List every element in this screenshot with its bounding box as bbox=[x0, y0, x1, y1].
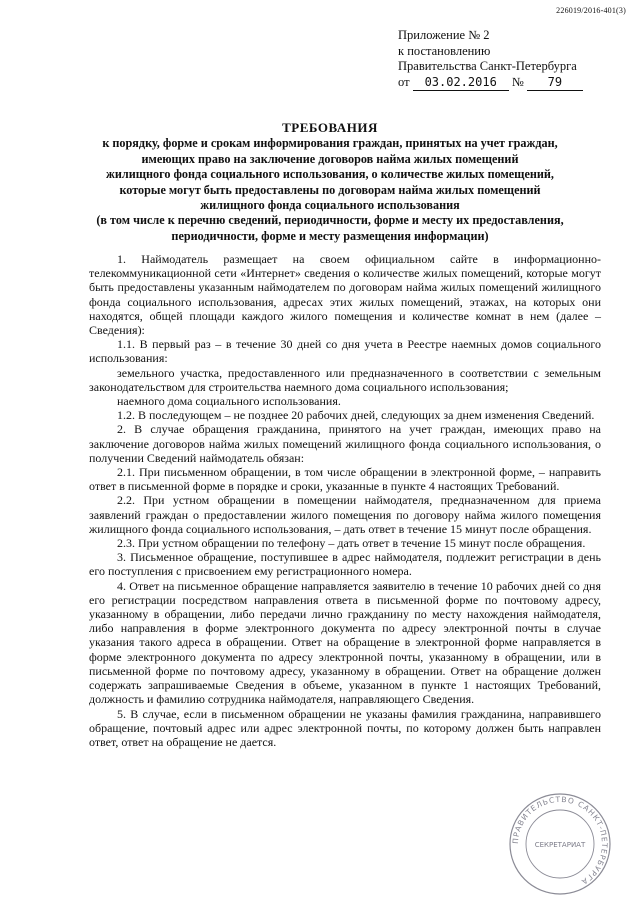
number-value: 79 bbox=[527, 75, 583, 92]
subtitle-line: которые могут быть предоставлены по договорам найма жилых помещений bbox=[119, 182, 541, 197]
paragraph: 2.2. При устном обращении в помещении наймодателя, предназначенном для приема заявлений граждан о предоставлении жилого помещения по договору найма жилого помещения жилищного фонда социального использования, – дать ответ в течение 15 минут после обращения. bbox=[89, 493, 601, 536]
paragraph: 4. Ответ на письменное обращение направляется заявителю в течение 10 рабочих дней со дня его регистрации посредством направления ответа в письменной форме по почтовому адресу, указанному в обращении, либо передачи лично гражданину по месту нахождения наймодателя, либо направления в форме электронного документа по адресу электронной почты в случае указания такого адреса в обращении. Ответ на обращение в электронной форме направляется в форме электронного документа по адресу электронной почты, указанному в обращении, или в письменной форме по почтовому адресу, указанному в обращении. Ответ на обращение должен содержать запрашиваемые Сведения в объеме, указанном в пункте 1 настоящих Требований, должность и фамилию сотрудника наймодателя, направляющего Сведения. bbox=[89, 578, 601, 707]
document-id: 226019/2016-401(3) bbox=[556, 6, 626, 15]
date-prefix: от bbox=[398, 74, 410, 89]
paragraph: наемного дома социального использования. bbox=[117, 394, 341, 409]
paragraph: 2.3. При устном обращении по телефону – дать ответ в течение 15 минут после обращения. bbox=[117, 536, 586, 551]
paragraph: 2.1. При письменном обращении, в том числе обращении в электронной форме, – направить ответ в письменной форме в порядке и сроки, указанные в пункте 4 настоящих Требований. bbox=[89, 465, 601, 494]
appendix-line: к постановлению bbox=[398, 43, 491, 58]
paragraph: 3. Письменное обращение, поступившее в адрес наймодателя, подлежит регистрации в день его поступления с присвоением ему регистрационного номера. bbox=[89, 550, 601, 579]
document-title: ТРЕБОВАНИЯ bbox=[282, 120, 378, 135]
subtitle-line: к порядку, форме и срокам информирования граждан, принятых на учет граждан, bbox=[102, 136, 558, 151]
subtitle-line: периодичности, форме и месту размещения информации) bbox=[171, 228, 489, 243]
number-prefix: № bbox=[511, 74, 524, 89]
subtitle-line: имеющих право на заключение договоров найма жилых помещений bbox=[141, 151, 519, 166]
subtitle-line: жилищного фонда социального использования, о количестве жилых помещений, bbox=[106, 167, 554, 182]
paragraph: 2. В случае обращения гражданина, принятого на учет граждан, имеющих право на заключение договоров найма жилых помещений жилищного фонда социального использования, о получении Сведений наймодатель обязан: bbox=[89, 422, 601, 465]
paragraph: 1.2. В последующем – не позднее 20 рабочих дней, следующих за днем изменения Сведений. bbox=[117, 408, 595, 423]
body-text bbox=[89, 252, 601, 749]
date-value: 03.02.2016 bbox=[413, 75, 509, 92]
stamp-outer-text: ПРАВИТЕЛЬСТВО САНКТ-ПЕТЕРБУРГА bbox=[510, 794, 610, 887]
paragraph: 1.1. В первый раз – в течение 30 дней со дня учета в Реестре наемных домов социального использования: bbox=[89, 337, 601, 366]
subtitle-line: жилищного фонда социального использования bbox=[200, 198, 460, 213]
appendix-line: Правительства Санкт-Петербурга bbox=[398, 59, 577, 73]
appendix-line: Приложение № 2 bbox=[398, 28, 490, 42]
paragraph: земельного участка, предоставленного или предназначенного в соответствии с земельным законодательством для строительства наемного дома социального использования; bbox=[89, 365, 601, 394]
date-number-line bbox=[398, 75, 628, 92]
paragraph: 1. Наймодатель размещает на своем официальном сайте в информационно-телекоммуникационной сети «Интернет» сведения о количестве жилых помещений, которые могут быть предоставлены указанным наймодателем по договорам найма жилых помещений жилищного фонда социального использования, адресах этих жилых помещений, этажах, на которых они находятся, общей площади каждого жилого помещения и количестве комнат в нем (далее – Сведения): bbox=[89, 252, 601, 338]
subtitle-line: (в том числе к перечню сведений, периодичности, форме и месту их предоставления, bbox=[96, 213, 564, 228]
appendix-block bbox=[398, 28, 628, 91]
title-block bbox=[70, 120, 590, 244]
stamp-inner-text: СЕКРЕТАРИАТ bbox=[534, 841, 586, 849]
official-stamp bbox=[508, 792, 612, 896]
paragraph: 5. В случае, если в письменном обращении не указаны фамилия гражданина, направившего обращение, почтовый адрес или адрес электронной почты, по которому должен быть направлен ответ, ответ на обращение не дается. bbox=[89, 706, 601, 749]
